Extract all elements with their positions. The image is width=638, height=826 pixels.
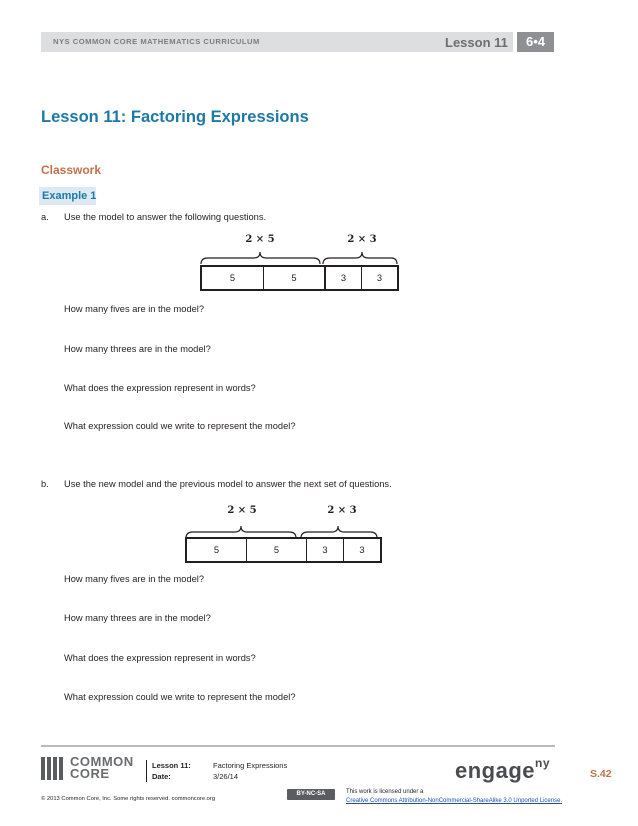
part-b-seg-3: 3 xyxy=(307,539,344,561)
engage-text: engage xyxy=(455,758,536,783)
part-b-question-1: How many fives are in the model? xyxy=(64,574,205,584)
part-b-brace-label-1: 2 × 5 xyxy=(227,505,257,516)
part-b-letter: b. xyxy=(41,479,49,489)
part-b-seg-2: 5 xyxy=(247,539,307,561)
part-a-question-1: How many fives are in the model? xyxy=(64,304,205,314)
footer-separator xyxy=(146,760,147,782)
part-b-question-2: How many threes are in the model? xyxy=(64,613,211,623)
part-a-seg-3: 3 xyxy=(326,267,362,289)
part-b-tape xyxy=(185,537,382,563)
page-number: S.42 xyxy=(590,768,612,780)
footer-lesson-label: Lesson 11: xyxy=(152,761,191,770)
part-b-brace-label-2: 2 × 3 xyxy=(327,505,357,516)
engageny-logo xyxy=(455,755,551,784)
footer-divider xyxy=(41,745,555,747)
part-a-seg-1: 5 xyxy=(202,267,264,289)
part-a-question-3: What does the expression represent in words? xyxy=(64,383,256,393)
footer-lesson-value: Factoring Expressions xyxy=(213,761,288,770)
brace-a-2 xyxy=(323,252,397,264)
module-badge: 6•4 xyxy=(517,32,554,52)
common-core-logo-text xyxy=(70,756,134,780)
part-a-question-4: What expression could we write to represent the model? xyxy=(64,421,296,431)
page-title: Lesson 11: Factoring Expressions xyxy=(41,108,309,126)
part-b-seg-1: 5 xyxy=(187,539,247,561)
part-a-letter: a. xyxy=(41,212,49,222)
part-a-tape xyxy=(200,265,399,291)
part-a-brace-label-2: 2 × 3 xyxy=(347,234,377,245)
logo-line-1: COMMON xyxy=(70,754,134,769)
classwork-heading: Classwork xyxy=(41,163,102,177)
part-b-question-4: What expression could we write to represent the model? xyxy=(64,692,296,702)
engage-sup: ny xyxy=(535,755,551,770)
footer-date-value: 3/26/14 xyxy=(213,772,239,781)
part-b-question-3: What does the expression represent in words? xyxy=(64,653,256,663)
common-core-logo-icon xyxy=(41,757,66,780)
header-lesson: Lesson 11 xyxy=(445,35,508,50)
part-a-question-2: How many threes are in the model? xyxy=(64,344,211,354)
copyright: © 2013 Common Core, Inc. Some rights reserved. commoncore.org xyxy=(41,796,216,802)
brace-a-1 xyxy=(201,252,320,264)
logo-line-2: CORE xyxy=(70,766,110,781)
cc-license-badge-icon[interactable]: BY-NC-SA xyxy=(287,789,335,800)
part-a-instruction: Use the model to answer the following questions. xyxy=(64,212,267,222)
license-link[interactable]: Creative Commons Attribution-NonCommercial-ShareAlike 3.0 Unported License. xyxy=(346,798,563,804)
footer-date-label: Date: xyxy=(152,772,171,781)
part-a-seg-4: 3 xyxy=(376,273,383,283)
part-b-instruction: Use the new model and the previous model to answer the next set of questions. xyxy=(64,479,392,489)
part-a-brace-label-1: 2 × 5 xyxy=(245,234,275,245)
example-label: Example 1 xyxy=(39,187,96,205)
license-text: This work is licensed under a xyxy=(346,789,424,795)
part-a-seg-2: 5 xyxy=(264,267,326,289)
part-b-seg-4: 3 xyxy=(359,545,365,555)
curriculum-title: NYS COMMON CORE MATHEMATICS CURRICULUM xyxy=(53,37,260,46)
